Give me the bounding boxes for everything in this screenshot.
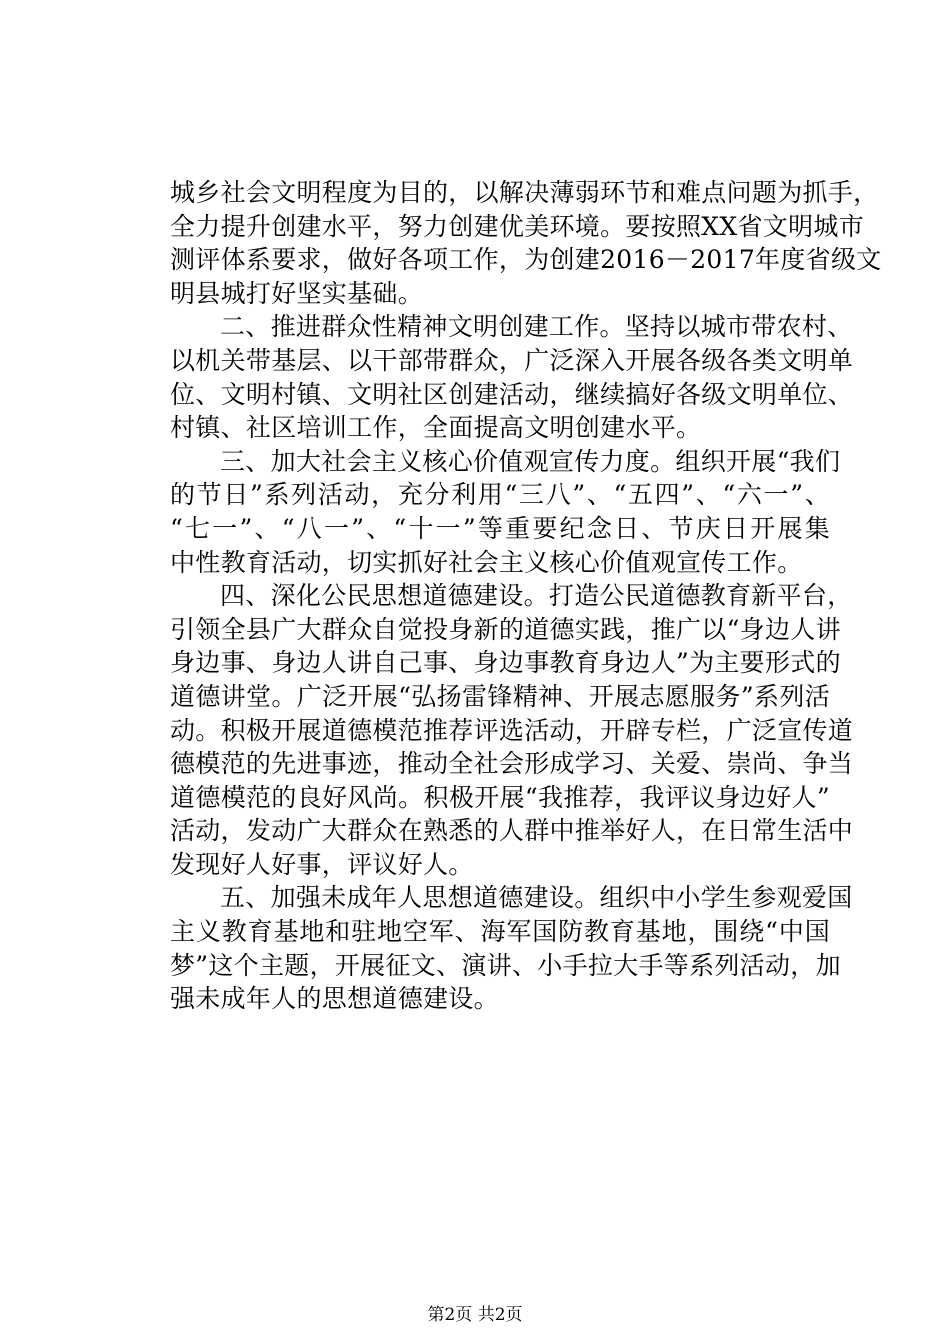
text-line: 村镇、社区培训工作，全面提高文明创建水平。 bbox=[170, 413, 702, 443]
text-line: 全力提升创建水平，努力创建优美环境。要按照XX省文明城市 bbox=[170, 211, 864, 241]
section-five-first-line: 五、加强未成年人思想道德建设。组织中小学生参观爱国 bbox=[220, 883, 853, 913]
text-line: 测评体系要求，做好各项工作，为创建2016－2017年度省级文 bbox=[170, 245, 882, 275]
text-line: 发现好人好事，评议好人。 bbox=[170, 849, 474, 879]
text-line: 道德讲堂。广泛开展“弘扬雷锋精神、开展志愿服务”系列活 bbox=[170, 681, 830, 711]
text-line: 位、文明村镇、文明社区创建活动，继续搞好各级文明单位、 bbox=[170, 379, 854, 409]
text-line: 以机关带基层、以干部带群众，广泛深入开展各级各类文明单 bbox=[170, 345, 854, 375]
text-line: 动。积极开展道德模范推荐评选活动，开辟专栏，广泛宣传道 bbox=[170, 715, 854, 745]
text-line: 明县城打好坚实基础。 bbox=[170, 278, 424, 308]
text-line: 梦”这个主题，开展征文、演讲、小手拉大手等系列活动，加 bbox=[170, 950, 841, 980]
text-line: 中性教育活动，切实抓好社会主义核心价值观宣传工作。 bbox=[170, 547, 803, 577]
text-line: 的节日”系列活动，充分利用“三八”、“五四”、“六一”、 bbox=[170, 480, 830, 510]
section-four-first-line: 四、深化公民思想道德建设。打造公民道德教育新平台， bbox=[220, 581, 853, 611]
document-body bbox=[170, 176, 882, 1016]
text-line: 德模范的先进事迹，推动全社会形成学习、关爱、崇尚、争当 bbox=[170, 749, 854, 779]
page-number-footer: 第2页 共2页 bbox=[427, 1305, 523, 1325]
text-line: 活动，发动广大群众在熟悉的人群中推举好人，在日常生活中 bbox=[170, 816, 854, 846]
text-line: 城乡社会文明程度为目的，以解决薄弱环节和难点问题为抓手， bbox=[170, 178, 879, 207]
text-line: 主义教育基地和驻地空军、海军国防教育基地，围绕“中国 bbox=[170, 917, 830, 947]
text-line: 身边事、身边人讲自己事、身边事教育身边人”为主要形式的 bbox=[170, 648, 841, 678]
text-line: 引领全县广大群众自觉投身新的道德实践，推广以“身边人讲 bbox=[170, 614, 841, 644]
section-two-first-line: 二、推进群众性精神文明创建工作。坚持以城市带农村、 bbox=[220, 312, 853, 342]
text-line: 强未成年人的思想道德建设。 bbox=[170, 984, 499, 1014]
section-three-first-line: 三、加大社会主义核心价值观宣传力度。组织开展“我们 bbox=[220, 446, 841, 476]
text-line: 道德模范的良好风尚。积极开展“我推荐，我评议身边好人” bbox=[170, 782, 830, 812]
text-line: “七一”、“八一”、“十一”等重要纪念日、节庆日开展集 bbox=[170, 513, 830, 543]
